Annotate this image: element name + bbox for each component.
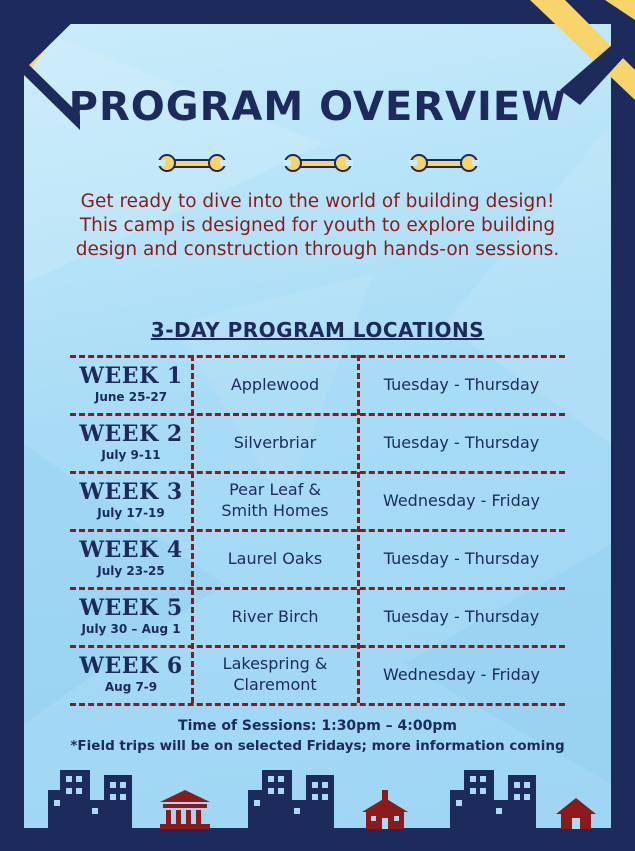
week-dates: June 25-27 bbox=[94, 390, 168, 404]
wrench-icon bbox=[157, 150, 227, 176]
location-cell bbox=[192, 355, 358, 413]
session-days: Tuesday - Thursday bbox=[383, 606, 540, 626]
week-dates: Aug 7-9 bbox=[104, 680, 158, 694]
table-row bbox=[70, 413, 565, 471]
column-divider bbox=[357, 355, 360, 703]
row-divider bbox=[70, 587, 565, 590]
days-cell bbox=[358, 471, 565, 529]
office-building-icon bbox=[450, 770, 536, 830]
field-trips-note: *Field trips will be on selected Fridays; more information coming bbox=[70, 738, 565, 754]
page-title: PROGRAM OVERVIEW bbox=[68, 84, 567, 130]
row-divider bbox=[70, 355, 565, 358]
week-label: WEEK 1 bbox=[79, 363, 183, 389]
session-time: Time of Sessions: 1:30pm – 4:00pm bbox=[178, 718, 457, 734]
location-name: Silverbriar bbox=[233, 432, 317, 452]
session-days: Wednesday - Friday bbox=[382, 490, 541, 510]
session-days: Tuesday - Thursday bbox=[383, 548, 540, 568]
location-cell bbox=[192, 413, 358, 471]
intro-paragraph: Get ready to dive into the world of building design! This camp is designed for youth to explore building design and construction through hands-on sessions. bbox=[75, 191, 560, 260]
wrench-icon bbox=[409, 150, 479, 176]
row-divider bbox=[70, 471, 565, 474]
location-name: Pear Leaf & Smith Homes bbox=[221, 480, 329, 520]
week-label: WEEK 4 bbox=[79, 537, 183, 563]
week-cell bbox=[70, 587, 192, 645]
column-divider bbox=[191, 355, 194, 703]
location-name: River Birch bbox=[231, 606, 319, 626]
schedule-table bbox=[70, 355, 565, 703]
week-dates: July 30 – Aug 1 bbox=[81, 622, 181, 636]
wrench-row bbox=[0, 150, 635, 180]
week-label: WEEK 3 bbox=[79, 479, 183, 505]
week-dates: July 9-11 bbox=[101, 448, 161, 462]
location-cell bbox=[192, 529, 358, 587]
location-name: Applewood bbox=[230, 374, 320, 394]
office-building-icon bbox=[248, 770, 334, 830]
locations-heading: 3-DAY PROGRAM LOCATIONS bbox=[150, 318, 485, 342]
location-name: Laurel Oaks bbox=[227, 548, 323, 568]
session-days: Tuesday - Thursday bbox=[383, 432, 540, 452]
days-cell bbox=[358, 413, 565, 471]
row-divider bbox=[70, 703, 565, 706]
week-dates: July 17-19 bbox=[97, 506, 165, 520]
courthouse-icon bbox=[160, 790, 210, 829]
location-cell bbox=[192, 587, 358, 645]
week-cell bbox=[70, 413, 192, 471]
table-row bbox=[70, 355, 565, 413]
table-row bbox=[70, 529, 565, 587]
week-cell bbox=[70, 529, 192, 587]
week-cell bbox=[70, 645, 192, 703]
session-days: Tuesday - Thursday bbox=[383, 374, 540, 394]
week-cell bbox=[70, 471, 192, 529]
week-dates: July 23-25 bbox=[97, 564, 165, 578]
office-building-icon bbox=[48, 770, 132, 830]
table-row bbox=[70, 587, 565, 645]
session-days: Wednesday - Friday bbox=[382, 664, 541, 684]
skyline-illustration bbox=[0, 760, 635, 830]
table-row bbox=[70, 471, 565, 529]
week-label: WEEK 2 bbox=[79, 421, 183, 447]
location-cell bbox=[192, 471, 358, 529]
row-divider bbox=[70, 529, 565, 532]
days-cell bbox=[358, 587, 565, 645]
location-cell bbox=[192, 645, 358, 703]
days-cell bbox=[358, 645, 565, 703]
week-cell bbox=[70, 355, 192, 413]
table-row bbox=[70, 645, 565, 703]
days-cell bbox=[358, 529, 565, 587]
week-label: WEEK 6 bbox=[79, 653, 183, 679]
row-divider bbox=[70, 645, 565, 648]
wrench-icon bbox=[283, 150, 353, 176]
week-label: WEEK 5 bbox=[79, 595, 183, 621]
days-cell bbox=[358, 355, 565, 413]
row-divider bbox=[70, 413, 565, 416]
location-name: Lakespring & Claremont bbox=[222, 654, 328, 694]
